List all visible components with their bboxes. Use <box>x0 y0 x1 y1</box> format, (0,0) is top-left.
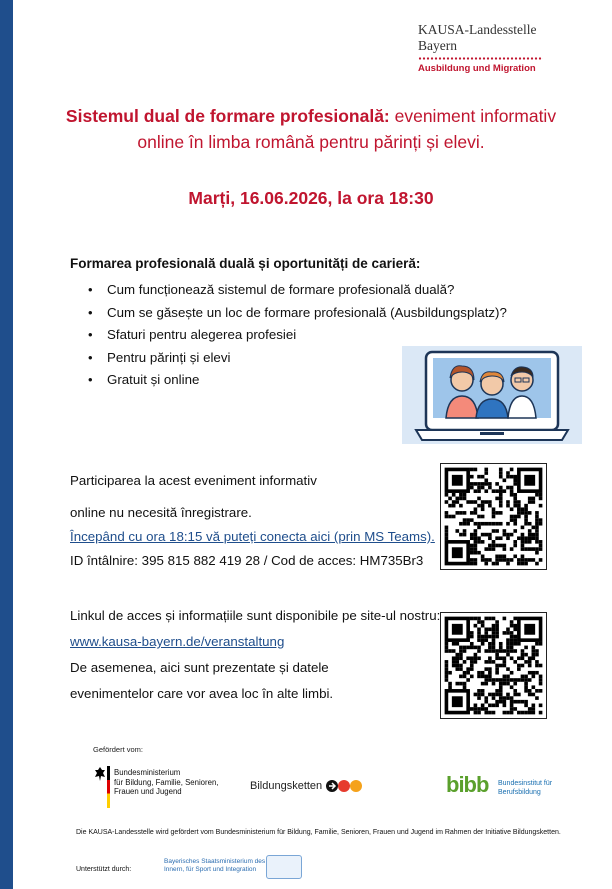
org-line-2: Bayern <box>418 38 457 53</box>
bibb-line-2: Berufsbildung <box>498 788 541 796</box>
laptop-video-call-icon <box>402 344 582 444</box>
list-item: • Gratuit și online <box>88 370 507 393</box>
list-item: • Sfaturi pentru alegerea profesiei <box>88 325 507 348</box>
logo-dotted-rule <box>418 57 543 60</box>
website-line-3: De asemenea, aici sunt prezentate și datele <box>70 660 329 675</box>
bmfsfj-line-3: Frauen und Jugend <box>114 787 182 796</box>
bibb-logo <box>446 772 488 798</box>
left-color-bar <box>0 0 13 889</box>
list-item: • Cum funcționează sistemul de formare profesională duală? <box>88 280 507 303</box>
website-line-4: evenimentelor care vor avea loc în alte limbi. <box>70 686 334 701</box>
chain-links-icon <box>325 779 363 793</box>
funding-footnote: Die KAUSA-Landesstelle wird gefördert vom Bundesministerium für Bildung, Familie, Senioren, Frauen und Jugend im Rahmen der Initiative Bildungsketten. <box>76 829 561 836</box>
title-line-2: online în limba română pentru părinți și elevi. <box>137 132 485 152</box>
qr-code-icon <box>440 612 547 719</box>
funded-by-label: Gefördert vom: <box>93 745 144 754</box>
website-line-1: Linkul de acces și informațiile sunt disponibile pe site-ul nostru: <box>70 608 441 623</box>
bibb-wordmark: bibb <box>446 772 489 797</box>
participation-line-2: online nu necesită înregistrare. <box>70 505 252 520</box>
title-rest: eveniment informativ <box>389 106 557 126</box>
participation-text <box>70 471 435 571</box>
bildungsketten-label: Bildungsketten <box>250 779 323 792</box>
bibb-text <box>498 780 552 797</box>
stmin-line-2: Innern, für Sport und Integration <box>164 866 257 873</box>
website-link[interactable]: www.kausa-bayern.de/veranstaltung <box>70 634 285 649</box>
german-flag-stripe <box>107 766 110 808</box>
meeting-info: ID întâlnire: 395 815 882 419 28 / Cod de acces: HM735Br3 <box>70 553 424 568</box>
stmin-logo <box>164 858 265 874</box>
org-subtitle: Ausbildung und Migration <box>418 63 536 74</box>
list-item: • Cum se găsește un loc de formare profesională (Ausbildungsplatz)? <box>88 303 507 326</box>
list-item: • Pentru părinți și elevi <box>88 348 507 371</box>
bavarian-lion-icon <box>266 855 302 879</box>
bmfsfj-logo <box>114 768 218 797</box>
participation-line-1: Participarea la acest eveniment informativ <box>70 473 317 488</box>
event-date: Marți, 16.06.2026, la ora 18:30 <box>188 188 434 208</box>
org-line-1: KAUSA-Landesstelle <box>418 22 537 37</box>
bibb-line-1: Bundesinstitut für <box>498 780 553 787</box>
federal-eagle-icon <box>94 766 106 782</box>
bmfsfj-line-1: Bundesministerium <box>114 768 181 777</box>
event-title <box>40 103 582 155</box>
qr-code-icon <box>440 463 547 570</box>
website-text <box>70 606 440 704</box>
stmin-line-1: Bayerisches Staatsministerium des <box>164 858 266 865</box>
supported-by-label: Unterstützt durch: <box>76 866 132 873</box>
bildungsketten-logo <box>250 779 363 793</box>
bmfsfj-line-2: für Bildung, Familie, Senioren, <box>114 777 219 787</box>
teams-join-link[interactable]: Începând cu ora 18:15 vă puteți conecta aici (prin MS Teams). <box>70 529 435 544</box>
title-bold: Sistemul dual de formare profesională: <box>65 106 390 126</box>
topics-heading: Formarea profesională duală și oportunități de carieră: <box>70 256 421 271</box>
kausa-logo <box>418 22 536 54</box>
